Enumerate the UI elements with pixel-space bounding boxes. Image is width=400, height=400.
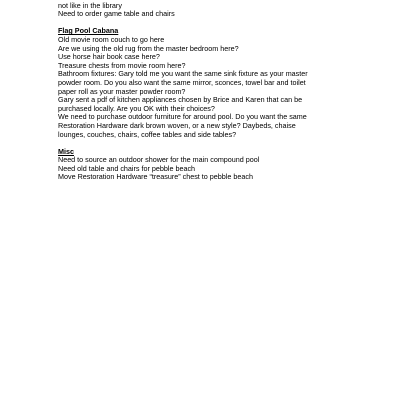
cabana-line-9: purchased locally. Are you OK with their choices?: [58, 103, 215, 113]
section-heading-flag-pool-cabana: Flag Pool Cabana: [58, 26, 119, 36]
cabana-line-12: lounges, couches, chairs, coffee tables and side tables?: [58, 129, 237, 139]
misc-line-3: Move Restoration Hardware “treasure” chest to pebble beach: [58, 172, 253, 182]
cabana-line-4: Treasure chests from movie room here?: [58, 60, 186, 70]
cabana-line-2: Are we using the old rug from the master bedroom here?: [58, 43, 239, 53]
cabana-line-11: Restoration Hardware dark brown woven, or a new style? Daybeds, chaise: [58, 120, 296, 130]
cabana-line-3: Use horse hair book case here?: [58, 52, 160, 62]
cabana-line-5: Bathroom fixtures: Gary told me you want the same sink fixture as your master: [58, 69, 308, 79]
misc-line-2: Need old table and chairs for pebble beach: [58, 163, 196, 173]
section-gap: [58, 139, 358, 148]
top-line-1: not like in the library: [58, 0, 122, 10]
cabana-line-6: powder room. Do you also want the same mirror, sconces, towel bar and toilet: [58, 77, 306, 87]
cabana-line-1: Old movie room couch to go here: [58, 34, 165, 44]
cabana-line-10: We need to purchase outdoor furniture for around pool. Do you want the same: [58, 112, 307, 122]
top-line-2: Need to order game table and chairs: [58, 9, 175, 19]
document-content: [58, 0, 358, 182]
misc-line-1: Need to source an outdoor shower for the main compound pool: [58, 155, 260, 165]
cabana-line-7: paper roll as your master powder room?: [58, 86, 186, 96]
cabana-line-8: Gary sent a pdf of kitchen appliances chosen by Brice and Karen that can be: [58, 95, 303, 105]
section-heading-misc: Misc: [58, 146, 74, 156]
